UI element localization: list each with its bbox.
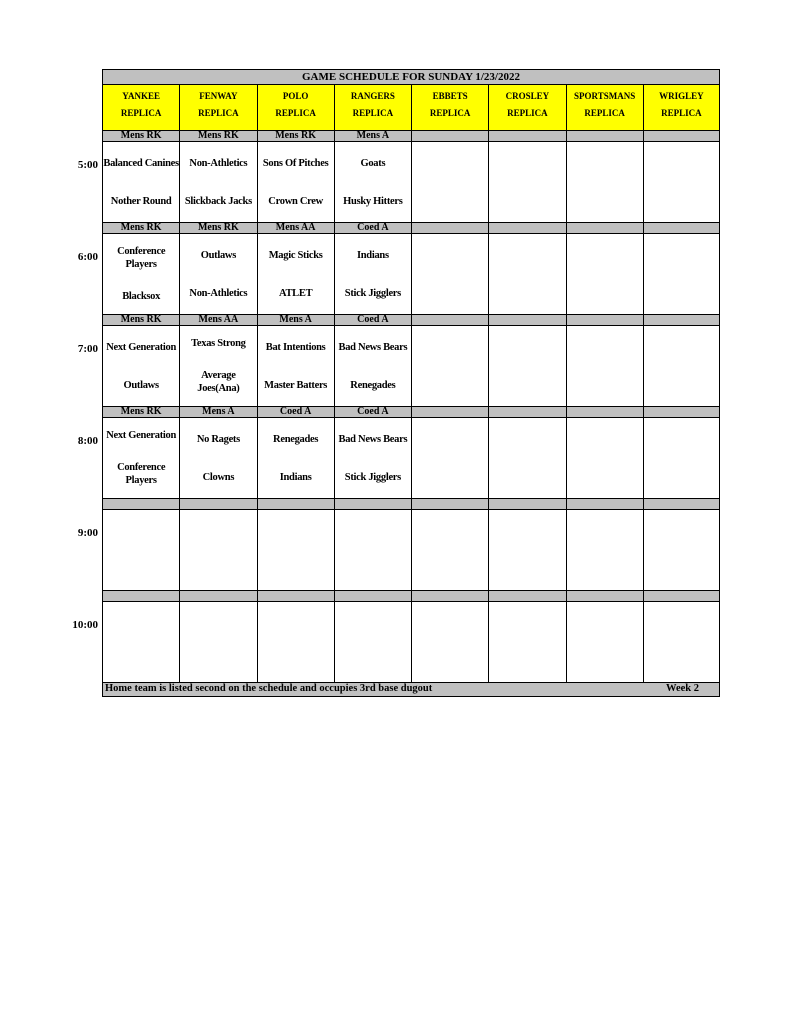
game-cell: [566, 602, 643, 682]
division-label: Mens RK: [102, 315, 179, 325]
game-cell: [566, 510, 643, 590]
game-cell: [102, 418, 179, 498]
home-team: Nother Round: [110, 195, 172, 207]
division-label: [643, 131, 720, 141]
home-team: Renegades: [350, 379, 396, 391]
home-team: Crown Crew: [268, 195, 323, 207]
division-label: [411, 223, 488, 233]
game-cell: [102, 510, 179, 590]
time-slots: [102, 130, 720, 682]
time-label: 7:00: [77, 343, 98, 355]
division-label: [643, 591, 720, 601]
home-team: Conference Players: [117, 461, 166, 486]
game-cell: [257, 234, 334, 314]
field-name: YANKEE: [122, 91, 160, 101]
game-cell: [102, 142, 179, 222]
division-label: Coed A: [334, 315, 411, 325]
field-header-row: [102, 85, 720, 130]
division-label: [411, 499, 488, 509]
time-label: 5:00: [77, 159, 98, 171]
game-cell: [488, 142, 565, 222]
division-row: [102, 314, 720, 326]
game-cell: [334, 418, 411, 498]
away-team: Bad News Bears: [338, 341, 408, 353]
division-row: [102, 130, 720, 142]
time-label: 10:00: [72, 619, 98, 631]
division-label: [488, 223, 565, 233]
division-label: Mens RK: [102, 223, 179, 233]
away-team: Texas Strong: [191, 338, 246, 350]
game-cell: [488, 418, 565, 498]
division-label: [643, 499, 720, 509]
game-row: [102, 418, 720, 498]
game-cell: [102, 234, 179, 314]
footer-note: Home team is listed second on the schedule and occupies 3rd base dugout: [105, 683, 433, 694]
away-team: Next Generation: [106, 430, 177, 442]
away-team: Bad News Bears: [338, 433, 408, 445]
field-name: WRIGLEY: [659, 91, 704, 101]
division-label: [566, 131, 643, 141]
division-label: [488, 131, 565, 141]
week-label: Week 2: [666, 683, 699, 694]
division-label: Mens RK: [102, 131, 179, 141]
game-cell: [488, 234, 565, 314]
game-cell: [566, 234, 643, 314]
division-label: [179, 591, 256, 601]
game-cell: [179, 602, 256, 682]
division-label: [411, 131, 488, 141]
division-label: [566, 499, 643, 509]
division-row: [102, 222, 720, 234]
game-cell: [643, 326, 720, 406]
away-team: Sons Of Pitches: [262, 157, 329, 169]
division-label: [643, 407, 720, 417]
home-team: Clowns: [202, 471, 235, 483]
field-header-wrigley: [643, 85, 720, 130]
field-name: FENWAY: [199, 91, 238, 101]
division-row: [102, 406, 720, 418]
field-name: CROSLEY: [505, 91, 550, 101]
home-team: ATLET: [278, 287, 313, 299]
game-row: [102, 234, 720, 314]
away-team: Goats: [360, 157, 386, 169]
game-cell: [179, 234, 256, 314]
game-cell: [102, 326, 179, 406]
home-team: Non-Athletics: [189, 287, 248, 299]
division-label: Mens RK: [179, 131, 256, 141]
division-label: [643, 223, 720, 233]
field-type: REPLICA: [275, 108, 316, 118]
game-cell: [643, 510, 720, 590]
field-type: REPLICA: [429, 108, 471, 118]
division-label: Mens A: [257, 315, 334, 325]
home-team: Blacksox: [122, 290, 161, 302]
game-cell: [334, 142, 411, 222]
away-team: Magic Sticks: [268, 249, 323, 261]
game-cell: [257, 326, 334, 406]
division-label: Mens AA: [179, 315, 256, 325]
away-team: Bat Intentions: [265, 341, 326, 353]
division-label: [257, 591, 334, 601]
game-row: [102, 142, 720, 222]
game-cell: [411, 510, 488, 590]
away-team: Balanced Canines: [103, 157, 179, 169]
division-label: Mens RK: [257, 131, 334, 141]
field-header-crosley: [488, 85, 565, 130]
home-team: Stick Jigglers: [344, 471, 401, 483]
game-cell: [257, 418, 334, 498]
game-row: [102, 510, 720, 590]
away-team: Indians: [356, 249, 389, 261]
time-label: 6:00: [77, 251, 98, 263]
game-cell: [411, 418, 488, 498]
game-cell: [643, 142, 720, 222]
game-row: [102, 326, 720, 406]
division-label: [488, 315, 565, 325]
division-label: [411, 407, 488, 417]
away-team: Outlaws: [200, 249, 236, 261]
game-cell: [179, 510, 256, 590]
away-team: Renegades: [273, 433, 319, 445]
field-header-ebbets: [411, 85, 488, 130]
game-cell: [334, 326, 411, 406]
division-label: [566, 591, 643, 601]
field-type: REPLICA: [584, 108, 625, 118]
game-cell: [488, 602, 565, 682]
game-cell: [566, 418, 643, 498]
away-team: Non-Athletics: [189, 157, 248, 169]
footer-bar: [102, 682, 720, 697]
division-label: [257, 499, 334, 509]
home-team: Indians: [279, 471, 312, 483]
field-type: REPLICA: [198, 108, 239, 118]
division-row: [102, 590, 720, 602]
field-type: REPLICA: [661, 108, 702, 118]
game-cell: [488, 326, 565, 406]
field-type: REPLICA: [507, 108, 548, 118]
game-cell: [411, 142, 488, 222]
field-header-yankee: [102, 85, 179, 130]
schedule-sheet: [102, 69, 720, 697]
division-label: [102, 499, 179, 509]
game-cell: [257, 602, 334, 682]
division-label: [334, 499, 411, 509]
home-team: Average Joes(Ana): [197, 369, 240, 394]
division-label: Mens AA: [257, 223, 334, 233]
time-label: 9:00: [77, 527, 98, 539]
division-label: [411, 591, 488, 601]
home-team: Slickback Jacks: [184, 195, 252, 207]
division-label: [566, 407, 643, 417]
home-team: Stick Jigglers: [344, 287, 401, 299]
game-cell: [334, 602, 411, 682]
division-label: [179, 499, 256, 509]
field-name: SPORTSMANS: [574, 91, 636, 101]
game-cell: [411, 326, 488, 406]
division-label: [411, 315, 488, 325]
game-cell: [643, 418, 720, 498]
field-name: EBBETS: [432, 91, 468, 101]
division-label: Coed A: [257, 407, 334, 417]
game-cell: [643, 602, 720, 682]
division-label: Mens A: [334, 131, 411, 141]
field-header-rangers: [334, 85, 411, 130]
field-header-polo: [257, 85, 334, 130]
game-cell: [179, 142, 256, 222]
field-name: RANGERS: [350, 91, 395, 101]
division-label: [643, 315, 720, 325]
game-cell: [179, 326, 256, 406]
division-label: [566, 223, 643, 233]
field-header-sportsmans: [566, 85, 643, 130]
game-cell: [334, 510, 411, 590]
division-label: [488, 591, 565, 601]
game-cell: [566, 326, 643, 406]
game-cell: [411, 234, 488, 314]
game-cell: [566, 142, 643, 222]
field-type: REPLICA: [120, 108, 162, 118]
game-cell: [257, 510, 334, 590]
game-cell: [643, 234, 720, 314]
division-label: Mens RK: [102, 407, 179, 417]
division-label: Coed A: [334, 407, 411, 417]
division-label: [488, 499, 565, 509]
division-label: Mens RK: [179, 223, 256, 233]
field-type: REPLICA: [352, 108, 394, 118]
home-team: Outlaws: [123, 379, 159, 391]
division-label: [102, 591, 179, 601]
game-cell: [257, 142, 334, 222]
game-cell: [102, 602, 179, 682]
away-team: No Ragets: [196, 433, 240, 445]
time-label: 8:00: [77, 435, 98, 447]
division-row: [102, 498, 720, 510]
game-cell: [411, 602, 488, 682]
division-label: Coed A: [334, 223, 411, 233]
home-team: Husky Hitters: [343, 195, 403, 207]
game-cell: [334, 234, 411, 314]
away-team: Next Generation: [106, 341, 177, 353]
field-name: POLO: [282, 91, 309, 101]
game-cell: [488, 510, 565, 590]
game-row: [102, 602, 720, 682]
schedule-title: GAME SCHEDULE FOR SUNDAY 1/23/2022: [102, 69, 720, 85]
field-header-fenway: [179, 85, 256, 130]
game-cell: [179, 418, 256, 498]
division-label: Mens A: [179, 407, 256, 417]
away-team: Conference Players: [117, 246, 166, 271]
division-label: [488, 407, 565, 417]
home-team: Master Batters: [264, 379, 328, 391]
division-label: [334, 591, 411, 601]
division-label: [566, 315, 643, 325]
